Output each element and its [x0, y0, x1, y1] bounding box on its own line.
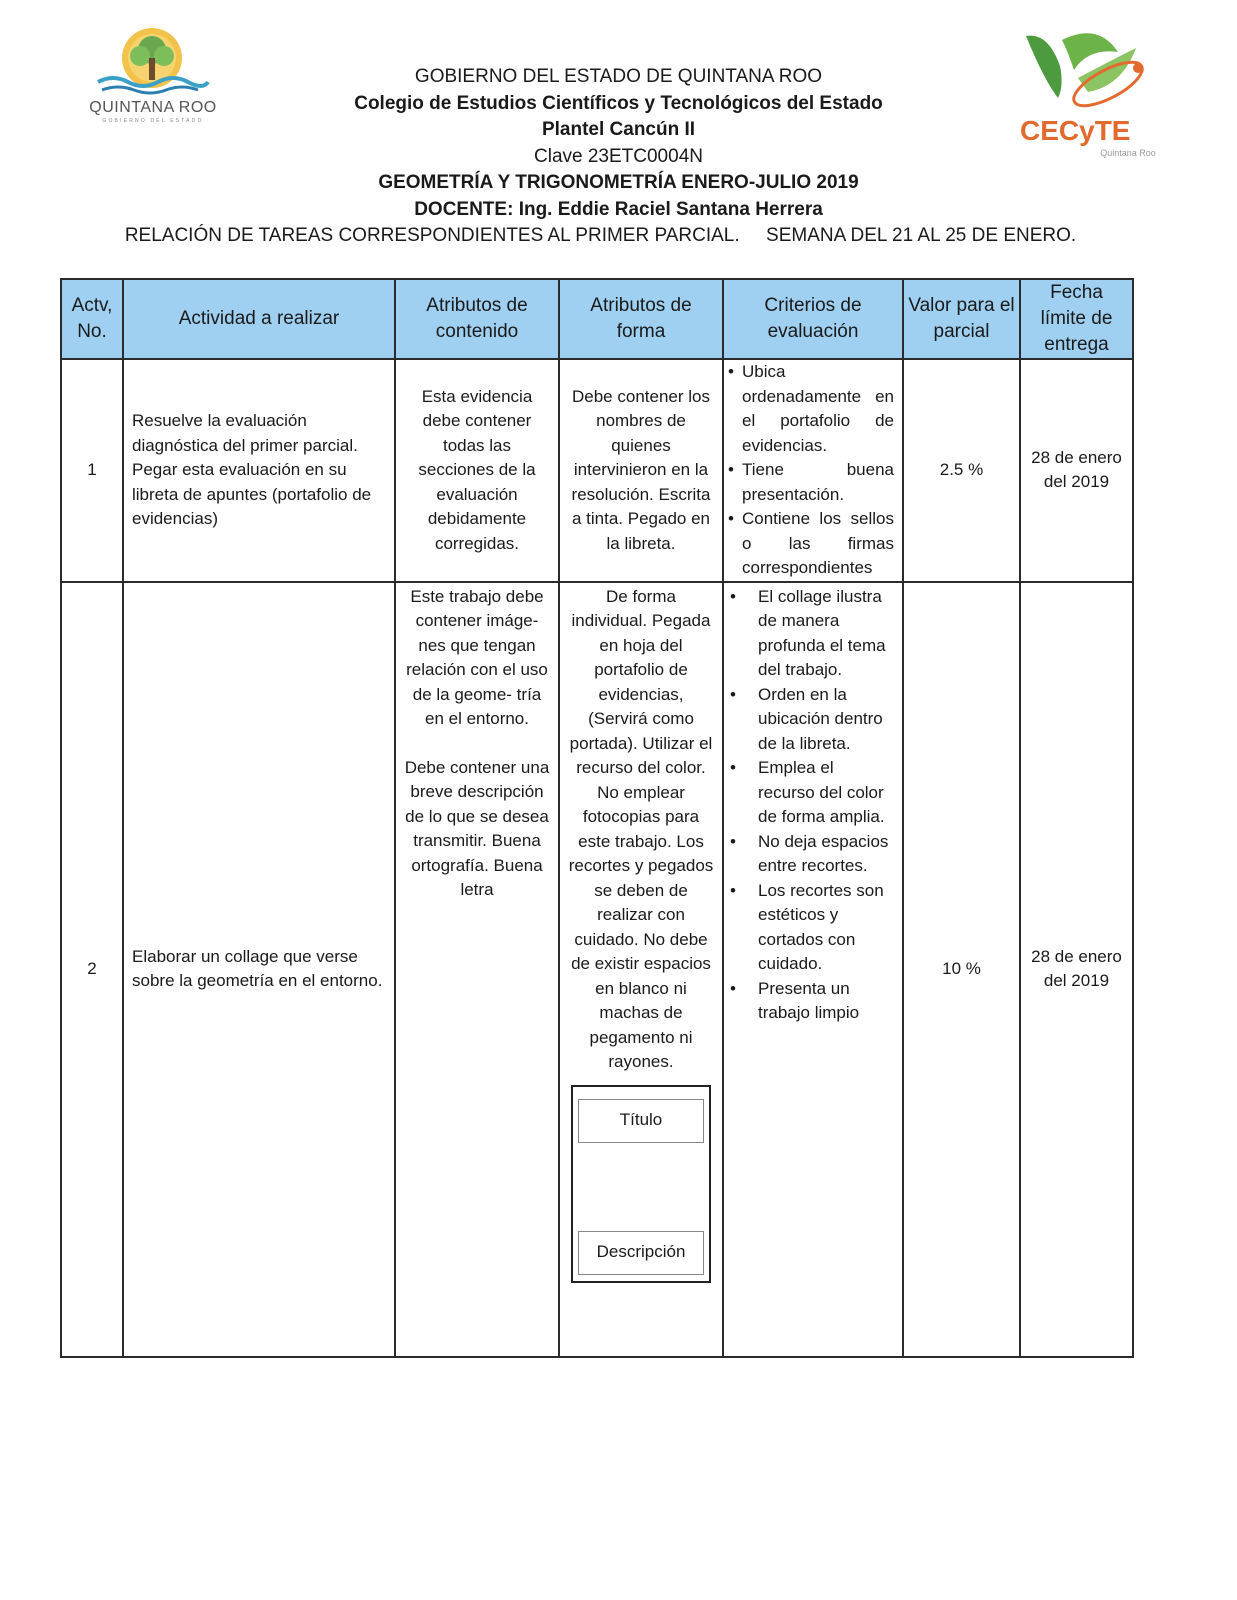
criteria-item: • Presenta un trabajo limpio	[730, 978, 860, 1022]
bullet-icon: •	[730, 831, 736, 851]
partial-value: 2.5 %	[903, 359, 1020, 582]
column-header: Fecha límite de entrega	[1020, 279, 1133, 359]
partial-value: 10 %	[903, 582, 1020, 1357]
bullet-icon: •	[730, 880, 736, 900]
svg-text:QUINTANA ROO: QUINTANA ROO	[89, 99, 217, 116]
table-row	[61, 359, 1133, 582]
svg-text:GOBIERNO DEL ESTADO: GOBIERNO DEL ESTADO	[102, 118, 204, 124]
course-title: GEOMETRÍA Y TRIGONOMETRÍA ENERO-JULIO 2019	[378, 172, 859, 193]
svg-text:Quintana Roo: Quintana Roo	[1100, 148, 1156, 158]
content-paragraph: Debe contener una breve descripción de lo que se desea transmitir. Buena ortografía. Buena letra	[404, 757, 550, 899]
bullet-icon: •	[730, 978, 736, 998]
form-attributes: Debe contener los nombres de quienes intervinieron en la resolución. Escrita a tinta. Pegado en la libreta.	[559, 359, 723, 582]
content-attributes: Esta evidencia debe contener todas las secciones de la evaluación debidamente corregidas.	[395, 359, 559, 582]
column-header: Actv, No.	[61, 279, 123, 359]
content-attributes	[395, 582, 559, 1357]
column-header: Valor para el parcial	[903, 279, 1020, 359]
activity-description: Resuelve la evaluación diagnóstica del primer parcial. Pegar esta evaluación en su libreta de apuntes (portafolio de evidencias)	[123, 359, 395, 582]
column-header: Atributos de contenido	[395, 279, 559, 359]
criteria-item: • Contiene los sellos o las firmas correspondientes	[728, 509, 894, 577]
criteria-item: • Orden en la ubicación dentro de la libreta.	[730, 684, 883, 753]
teacher-name: DOCENTE: Ing. Eddie Raciel Santana Herrera	[414, 198, 823, 220]
bullet-icon: •	[730, 684, 736, 704]
criteria-item: • Emplea el recurso del color de forma amplia.	[730, 758, 885, 826]
table-row	[61, 582, 1133, 1357]
document-header	[0, 64, 1237, 250]
criteria-item: • El collage ilustra de manera profunda el tema del trabajo.	[730, 586, 886, 679]
college-name: Colegio de Estudios Científicos y Tecnológicos del Estado	[354, 92, 883, 114]
content-paragraph: Este trabajo debe contener imáge- nes que tengan relación con el uso de la geome- tría en el entorno.	[406, 586, 548, 728]
criteria-item: • Ubica ordenadamente en el portafolio de evidencias.	[728, 362, 894, 455]
activity-number: 1	[61, 359, 123, 582]
campus-name: Plantel Cancún II	[541, 119, 696, 140]
evaluation-criteria	[723, 359, 903, 582]
criteria-item: • Tiene buena presentación.	[728, 460, 894, 504]
criteria-item: • Los recortes son estéticos y cortados con cuidado.	[730, 880, 884, 973]
due-date: 28 de enero del 2019	[1020, 359, 1133, 582]
form-attributes	[559, 582, 723, 1357]
bullet-icon: •	[728, 362, 734, 381]
activity-description: Elaborar un collage que verse sobre la geometría en el entorno.	[123, 582, 395, 1357]
due-date: 28 de enero del 2019	[1020, 582, 1133, 1357]
assignment-subtitle: RELACIÓN DE TAREAS CORRESPONDIENTES AL PRIMER PARCIAL. SEMANA DEL 21 AL 25 DE ENERO.	[124, 225, 1077, 246]
column-header: Criterios de evaluación	[723, 279, 903, 359]
bullet-icon: •	[728, 460, 734, 479]
tasks-table	[60, 278, 1134, 1358]
column-header: Atributos de forma	[559, 279, 723, 359]
government-title: GOBIERNO DEL ESTADO DE QUINTANA ROO	[414, 66, 823, 87]
bullet-icon: •	[730, 758, 736, 777]
collage-layout-diagram	[571, 1085, 711, 1283]
evaluation-criteria	[723, 582, 903, 1357]
form-text: De forma individual. Pegada en hoja del portafolio de evidencias, (Servirá como portada). Utilizar el recurso del color. No emplear fotocopias para este trabajo. Los recortes y pegados se deben de realizar con cuidado. No debe de existir espacios en blanco ni machas de pegamento ni rayones.	[568, 586, 714, 1071]
diagram-title-box: Título	[578, 1099, 704, 1143]
svg-text:CECyTE: CECyTE	[1020, 115, 1131, 146]
criteria-item: • No deja espacios entre recortes.	[730, 831, 889, 875]
bullet-icon: •	[730, 586, 736, 606]
diagram-description-box: Descripción	[578, 1231, 704, 1275]
column-header: Actividad a realizar	[123, 279, 395, 359]
bullet-icon: •	[728, 509, 734, 528]
activity-number: 2	[61, 582, 123, 1357]
table-header-row	[61, 279, 1133, 359]
campus-code: Clave 23ETC0004N	[534, 145, 703, 167]
